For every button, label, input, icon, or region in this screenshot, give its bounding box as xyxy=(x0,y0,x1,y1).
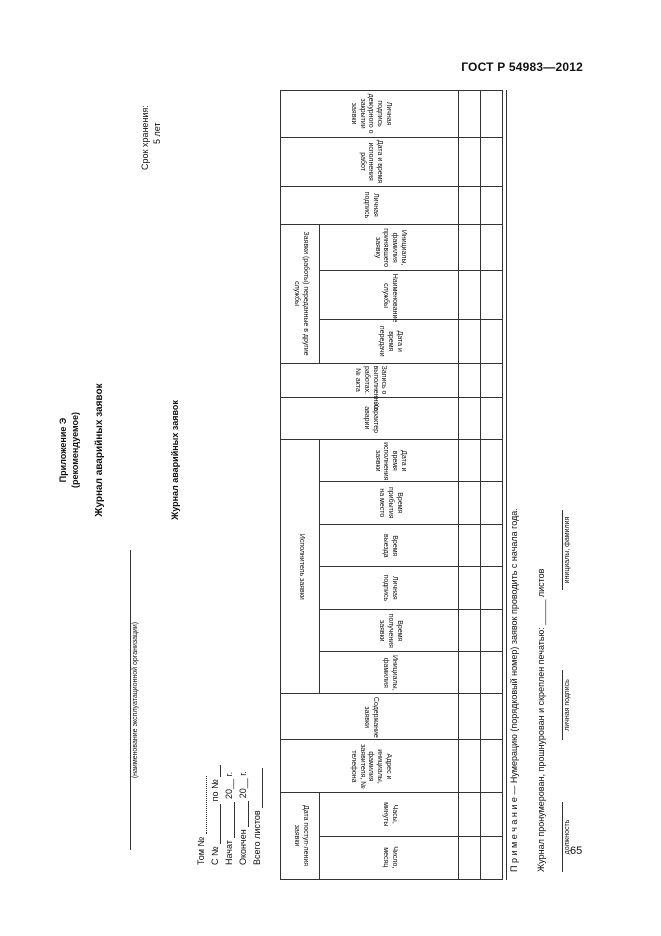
total-sheets-blank xyxy=(252,768,263,808)
started-label: Начат xyxy=(224,840,234,865)
position-caption: должность xyxy=(564,819,571,855)
header-day-month: Число, месяц xyxy=(320,836,459,879)
header-nature: Характер аварии xyxy=(281,397,459,439)
volume-number-label: Том № xyxy=(196,836,206,865)
appendix-label: Приложение Э xyxy=(58,417,68,483)
header-hours-minutes: Часы, минуты xyxy=(320,793,459,836)
header-exec-completed: Дата и время исполнения заявки xyxy=(320,439,459,481)
note-rule xyxy=(506,90,507,880)
header-content: Содержание заявки xyxy=(281,694,459,740)
initials-caption: инициалы, фамилия xyxy=(564,516,571,584)
rotated-form-sheet xyxy=(40,20,571,880)
table-row xyxy=(481,91,503,880)
header-done-datetime: Дата и время исполнения работ xyxy=(281,137,459,186)
header-exec-received: Время получения заявки xyxy=(320,609,459,651)
table-row xyxy=(459,91,481,880)
header-transferred: Заявки (работы) переданные в другие службы xyxy=(281,224,320,363)
finished-label: Окончен xyxy=(238,829,248,865)
standard-number: ГОСТ Р 54983—2012 xyxy=(461,60,583,74)
header-signature: Личная подпись xyxy=(281,186,459,224)
numbered-statement: Журнал пронумерован, прошнурован и скреплен печатью: _____ листов xyxy=(536,568,546,872)
header-closing-signature: Личная подпись дежурного о закрытии заявки xyxy=(281,91,459,138)
finished-year: 20__ г. xyxy=(238,771,248,799)
started-year: 20__ г. xyxy=(224,771,234,800)
table-header-groups xyxy=(281,91,320,880)
organization-caption: (наименование эксплуатационной организации) xyxy=(132,621,139,779)
journal-table xyxy=(280,90,503,880)
organization-line xyxy=(130,550,131,850)
initials-line xyxy=(562,510,563,590)
to-number-blank xyxy=(210,765,221,777)
signature-caption: личная подпись xyxy=(564,679,571,731)
retention-label: Срок хранения: xyxy=(140,105,150,170)
from-number-label: С № xyxy=(210,846,220,865)
position-line xyxy=(562,802,563,872)
header-transfer-accepted: Инициалы, фамилия принявшего заявку xyxy=(320,224,459,271)
header-receipt-date: Дата поступ-ления заявки xyxy=(281,793,320,880)
page-number: 65 xyxy=(570,845,583,857)
header-address: Адрес и инициалы, фамилия заявителя, № телефона xyxy=(281,740,459,793)
header-exec-arrival: Время прибытия на место xyxy=(320,482,459,524)
signature-line xyxy=(562,670,563,740)
total-sheets-label: Всего листов xyxy=(252,810,262,865)
volume-number-blank xyxy=(196,776,207,834)
header-transfer-service: Наименование службы xyxy=(320,271,459,320)
header-executor: Исполнитель заявки xyxy=(281,439,320,693)
journal-heading: Журнал аварийных заявок xyxy=(170,400,180,520)
from-number-blank xyxy=(210,804,221,844)
to-number-label: по № xyxy=(210,779,220,802)
finished-date-blank xyxy=(238,801,249,827)
header-exec-name: Инициалы, фамилия xyxy=(320,652,459,694)
note-text: П р и м е ч а н и е — Нумерацию (порядковый номер) заявок проводить с начала года. xyxy=(509,508,519,872)
header-exec-departure: Время выезда xyxy=(320,524,459,566)
header-exec-signature: Личная подпись xyxy=(320,567,459,609)
header-record: Запись о выполненных работах. № акта xyxy=(281,363,459,397)
appendix-recommended: (рекомендуемое) xyxy=(70,412,80,488)
header-transfer-datetime: Дата и время передачи xyxy=(320,320,459,363)
retention-value: 5 лет xyxy=(152,122,162,144)
started-date-blank xyxy=(224,802,235,838)
form-title: Журнал аварийных заявок xyxy=(94,383,105,517)
